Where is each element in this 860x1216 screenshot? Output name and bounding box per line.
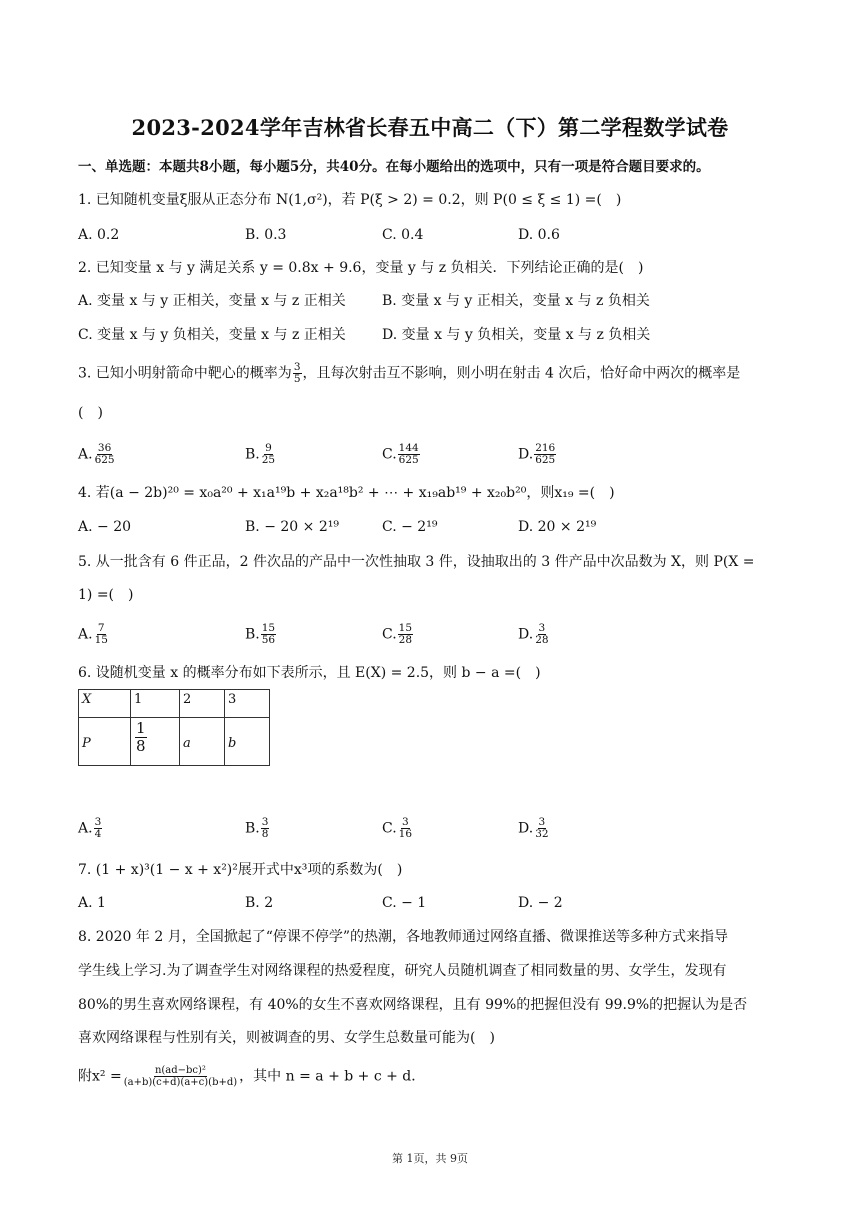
option-letter: D. <box>518 820 534 837</box>
q1-option-b: B. 0.3 <box>245 227 287 243</box>
q3-option-d <box>518 443 557 466</box>
option-letter: D. <box>518 626 534 643</box>
question-5-stem: 5. 从一批含有 6 件正品，2 件次品的产品中一次性抽取 3 件，设抽取出的 3 件产品中次品数为 X，则 P(X = <box>78 554 755 570</box>
fraction-denominator: 25 <box>261 454 276 466</box>
option-letter: C. <box>382 820 397 837</box>
question-7-stem: 7. (1 + x)³(1 − x + x²)²展开式中x³项的系数为( ) <box>78 862 403 878</box>
q5-option-b <box>245 623 277 646</box>
option-letter: A. <box>78 820 93 837</box>
option-letter: C. <box>382 626 397 643</box>
q7-option-d: D. − 2 <box>518 895 563 911</box>
q1-option-a: A. 0.2 <box>78 227 120 243</box>
fraction-numerator: 216 <box>535 442 556 454</box>
table-cell: b <box>225 718 270 766</box>
table-cell: 1 <box>131 690 180 718</box>
fraction-denominator: 28 <box>398 634 413 646</box>
q3-stem-part3: ( ) <box>78 405 103 421</box>
option-letter: B. <box>245 446 260 463</box>
fraction-numerator: 36 <box>97 442 112 454</box>
q3-option-a <box>78 443 117 466</box>
table-cell: a <box>180 718 225 766</box>
fraction-numerator: 1 <box>136 719 146 737</box>
option-fraction <box>94 443 116 466</box>
q6-option-d <box>518 817 551 840</box>
fraction-denominator: 4 <box>94 828 102 840</box>
option-letter: D. <box>518 446 534 463</box>
fraction-denominator: (a+b)(c+d)(a+c)(b+d) <box>123 1077 238 1088</box>
fraction-denominator: 625 <box>94 454 115 466</box>
q5-option-c <box>382 623 414 646</box>
chi-square-formula <box>78 1065 425 1088</box>
fraction-denominator: 56 <box>261 634 276 646</box>
fraction-numerator: 9 <box>265 442 272 454</box>
question-8-line-2: 学生线上学习.为了调查学生对网络课程的热爱程度，研究人员随机调查了相同数量的男、女学生，发现有 <box>78 963 727 979</box>
option-fraction <box>534 443 556 466</box>
option-letter: B. <box>245 820 260 837</box>
question-6-stem: 6. 设随机变量 x 的概率分布如下表所示，且 E(X) = 2.5，则 b − a =( ) <box>78 665 541 681</box>
question-5-stem-cont: 1) =( ) <box>78 587 134 603</box>
table-cell: 2 <box>180 690 225 718</box>
q6-option-c <box>382 817 414 840</box>
q5-option-d <box>518 623 551 646</box>
q3-option-b <box>245 443 277 466</box>
q4-option-c: C. − 2¹⁹ <box>382 519 438 535</box>
fraction-numerator: 7 <box>97 622 105 634</box>
option-fraction <box>94 817 103 840</box>
option-fraction <box>261 817 270 840</box>
question-2-stem: 2. 已知变量 x 与 y 满足关系 y = 0.8x + 9.6，变量 y 与 z 负相关．下列结论正确的是( ) <box>78 260 644 276</box>
table-cell: X <box>79 690 131 718</box>
question-8-line-1: 8. 2020 年 2 月，全国掀起了“停课不停学”的热潮，各地教师通过网络直播、微课推送等多种方式来指导 <box>78 929 729 945</box>
q6-option-a <box>78 817 103 840</box>
q2-option-a: A. 变量 x 与 y 正相关，变量 x 与 z 正相关 <box>78 293 346 309</box>
option-fraction <box>534 623 549 646</box>
fraction-numerator: 3 <box>538 622 546 634</box>
fraction-numerator: 15 <box>261 622 276 634</box>
q7-option-c: C. − 1 <box>382 895 427 911</box>
fraction-denominator: 8 <box>136 737 146 755</box>
question-8-line-3: 80%的男生喜欢网络课程，有 40%的女生不喜欢网络课程，且有 99%的把握但没有 99.9%的把握认为是否 <box>78 997 748 1013</box>
option-letter: B. <box>245 626 260 643</box>
formula-prefix: 附x² = <box>78 1068 122 1085</box>
formula-suffix: ，其中 n = a + b + c + d． <box>239 1068 426 1085</box>
option-fraction <box>534 817 549 840</box>
table-cell: P <box>79 718 131 766</box>
fraction-numerator: 3 <box>261 816 269 828</box>
table-fraction <box>135 720 147 755</box>
q4-option-d: D. 20 × 2¹⁹ <box>518 519 597 535</box>
question-3-stem <box>78 362 740 385</box>
q5-option-a <box>78 623 110 646</box>
q2-option-c: C. 变量 x 与 y 负相关，变量 x 与 z 正相关 <box>78 327 346 343</box>
fraction-denominator: 5 <box>293 373 301 385</box>
fraction-numerator: 3 <box>402 816 409 828</box>
question-8-line-4: 喜欢网络课程与性别有关，则被调查的男、女学生总数量可能为( ) <box>78 1030 495 1046</box>
q2-option-d: D. 变量 x 与 y 负相关，变量 x 与 z 负相关 <box>382 327 651 343</box>
q3-option-c <box>382 443 421 466</box>
fraction-numerator: 3 <box>293 361 301 373</box>
fraction-numerator: 3 <box>94 816 102 828</box>
table-cell: 3 <box>225 690 270 718</box>
fraction-denominator: 32 <box>535 828 549 840</box>
q3-probability-fraction <box>293 362 302 385</box>
fraction-denominator: 15 <box>94 634 108 646</box>
fraction-denominator: 625 <box>535 454 556 466</box>
fraction-denominator: 8 <box>261 828 269 840</box>
section-heading: 一、单选题：本题共8小题，每小题5分，共40分。在每小题给出的选项中，只有一项是符合题目要求的。 <box>78 159 710 175</box>
q4-option-a: A. − 20 <box>78 519 132 535</box>
option-fraction <box>261 443 276 466</box>
option-letter: A. <box>78 446 93 463</box>
q7-option-b: B. 2 <box>245 895 274 911</box>
option-fraction <box>94 623 109 646</box>
option-letter: A. <box>78 626 93 643</box>
option-fraction <box>398 623 413 646</box>
q1-option-c: C. 0.4 <box>382 227 424 243</box>
fraction-denominator: 625 <box>398 454 419 466</box>
q3-stem-part2: ，且每次射击互不影响，则小明在射击 4 次后，恰好命中两次的概率是 <box>302 365 741 382</box>
fraction-numerator: 144 <box>398 442 419 454</box>
question-1-stem: 1. 已知随机变量ξ服从正态分布 N(1,σ²)，若 P(ξ > 2) = 0.2，则 P(0 ≤ ξ ≤ 1) =( ) <box>78 192 622 208</box>
q1-option-d: D. 0.6 <box>518 227 560 243</box>
question-4-stem: 4. 若(a − 2b)²⁰ = x₀a²⁰ + x₁a¹⁹b + x₂a¹⁸b² + ⋯ + x₁₉ab¹⁹ + x₂₀b²⁰，则x₁₉ =( ) <box>78 485 615 501</box>
option-letter: C. <box>382 446 397 463</box>
q7-option-a: A. 1 <box>78 895 106 911</box>
fraction-numerator: 15 <box>398 622 413 634</box>
option-fraction <box>398 443 420 466</box>
page-footer: 第 1页，共 9页 <box>392 1152 468 1165</box>
formula-fraction <box>123 1065 238 1088</box>
q2-option-b: B. 变量 x 与 y 正相关，变量 x 与 z 负相关 <box>382 293 650 309</box>
fraction-numerator: 3 <box>538 816 546 828</box>
table-row <box>79 718 270 766</box>
option-fraction <box>261 623 276 646</box>
fraction-denominator: 28 <box>535 634 549 646</box>
q4-option-b: B. − 20 × 2¹⁹ <box>245 519 339 535</box>
table-row <box>79 690 270 718</box>
q3-stem-part1: 3. 已知小明射箭命中靶心的概率为 <box>78 365 292 382</box>
exam-title: 2023-2024学年吉林省长春五中高二（下）第二学程数学试卷 <box>131 115 729 140</box>
q6-option-b <box>245 817 270 840</box>
fraction-denominator: 16 <box>398 828 413 840</box>
table-cell <box>131 718 180 766</box>
probability-distribution-table <box>78 689 270 766</box>
option-fraction <box>398 817 413 840</box>
fraction-numerator: n(ad−bc)² <box>154 1065 206 1076</box>
